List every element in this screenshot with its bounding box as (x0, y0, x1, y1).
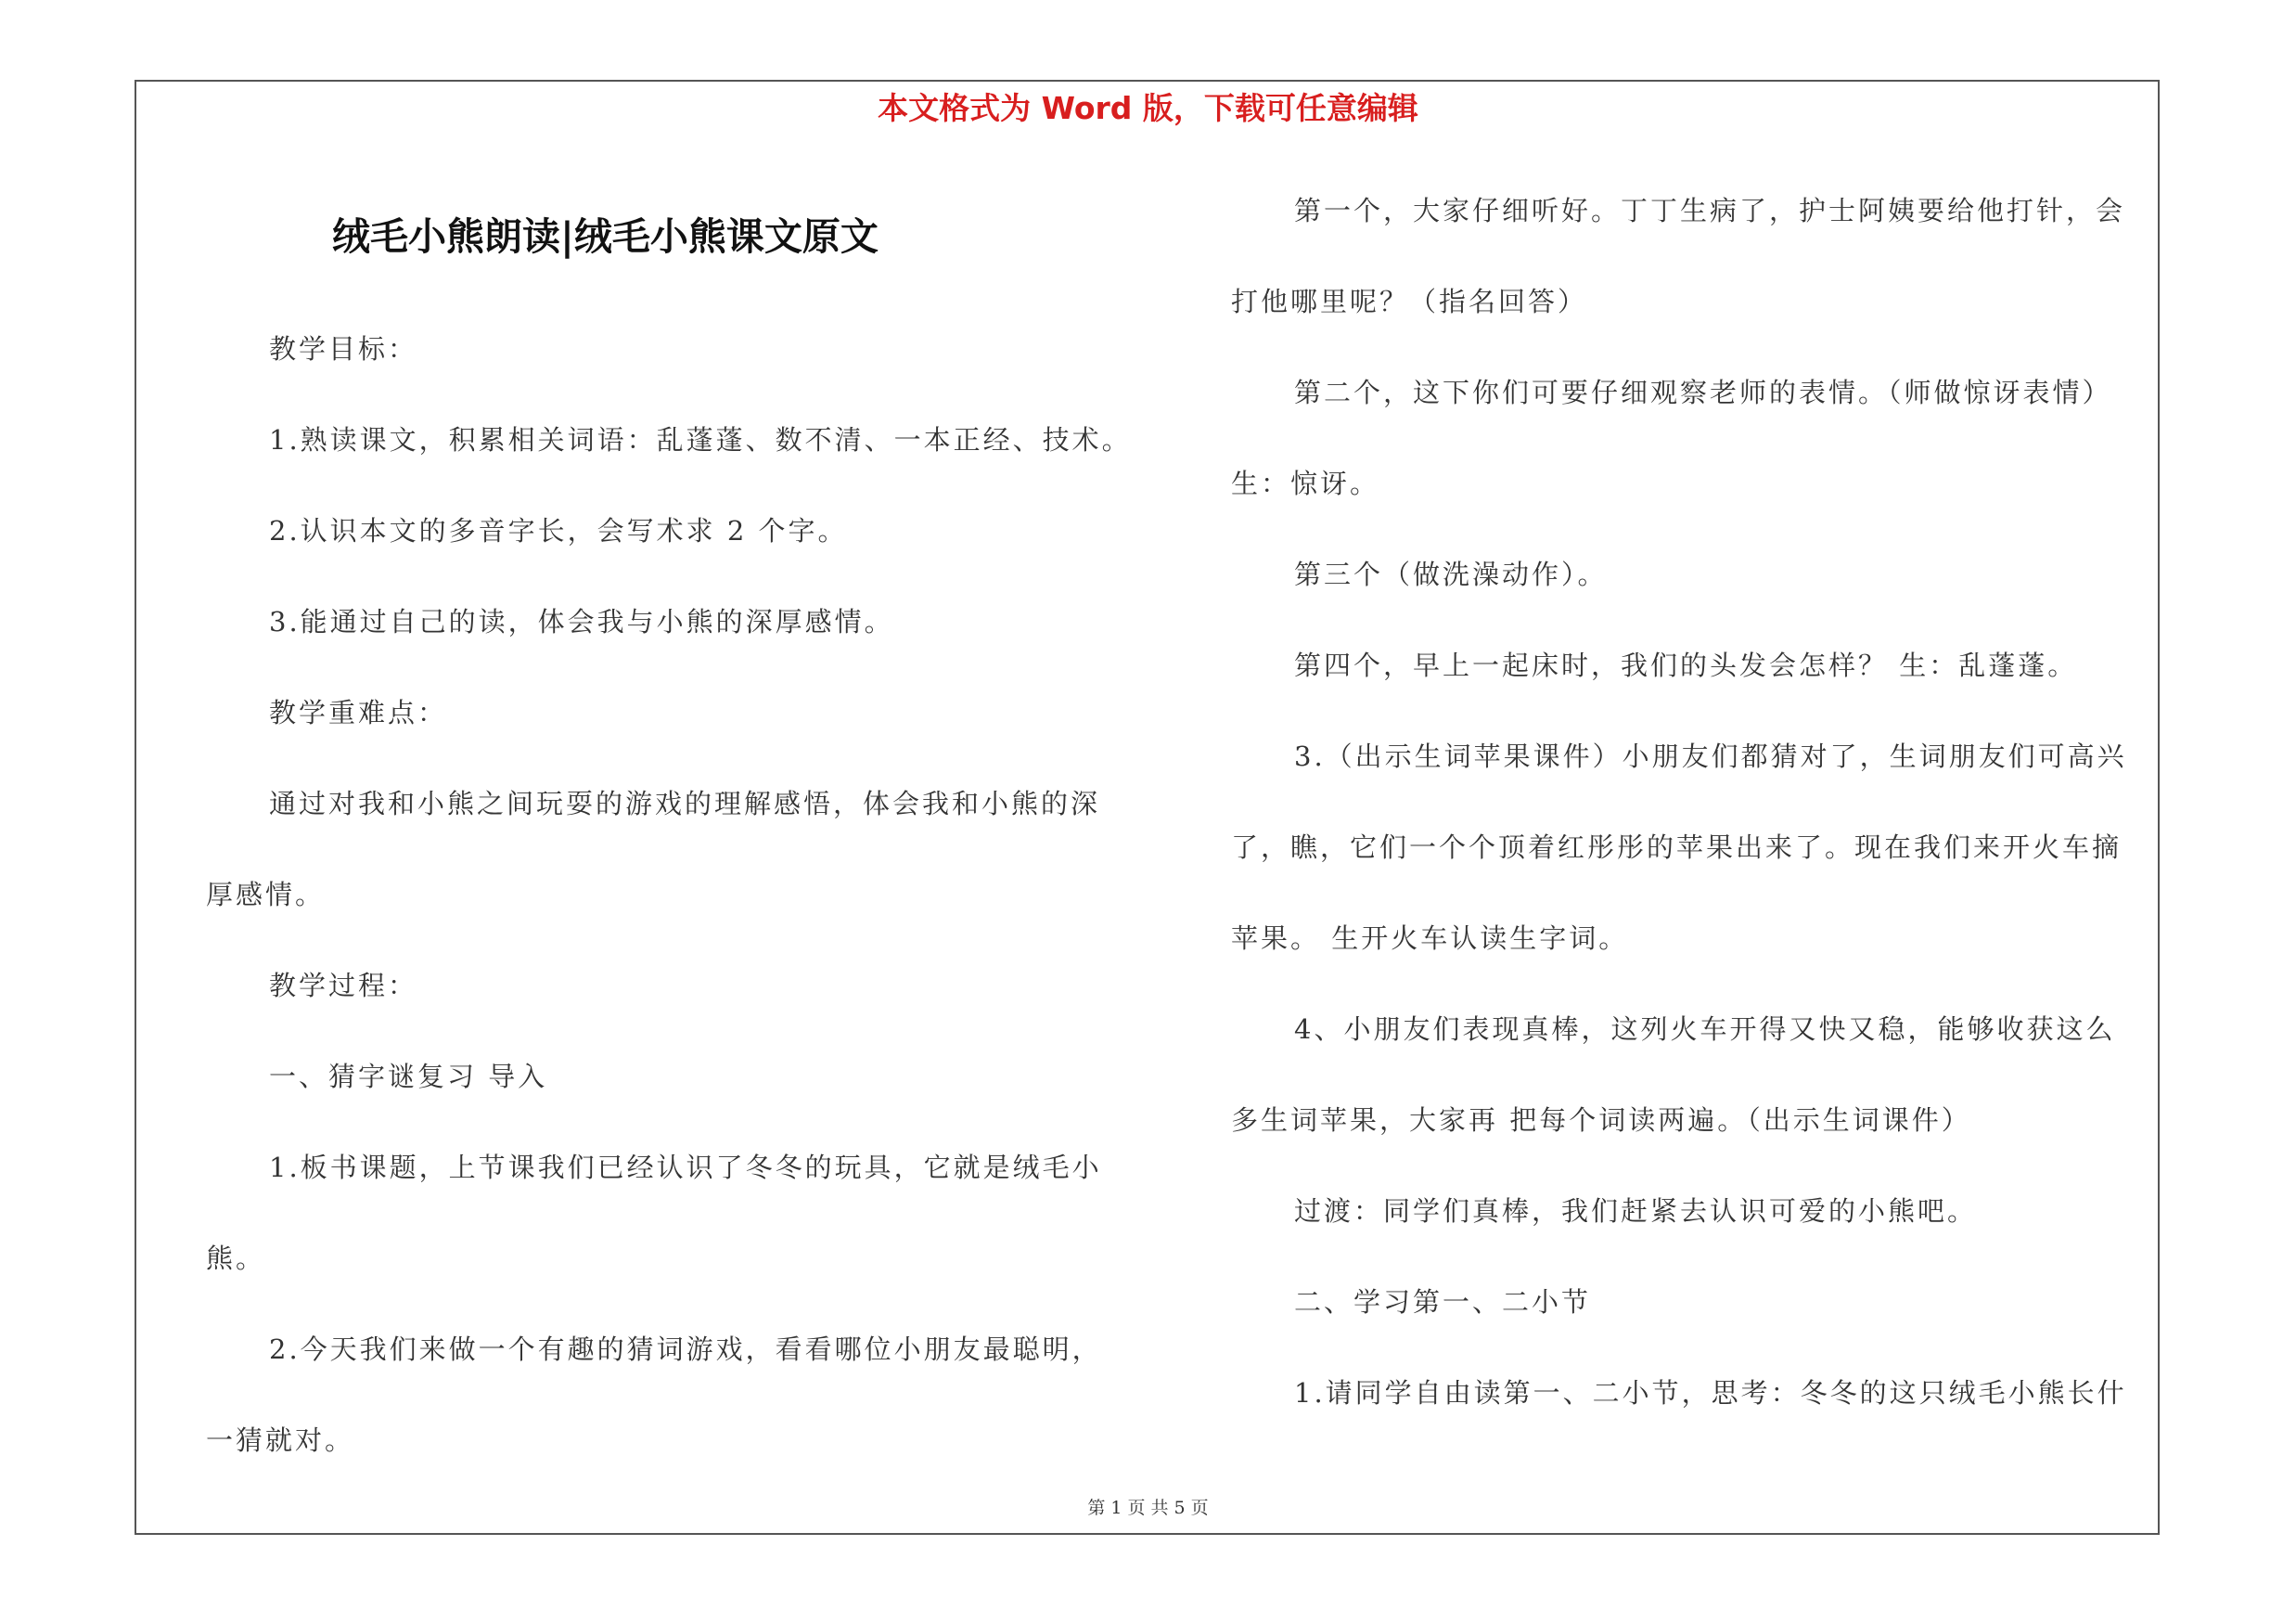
paragraph: 4、小朋友们表现真棒，这列火车开得又快又稳，能够收获这么 (1294, 1013, 2116, 1045)
paragraph-continuation: 了，瞧，它们一个个顶着红彤彤的苹果出来了。现在我们来开火车摘 (1231, 831, 2123, 863)
paragraph: 教学重难点： (269, 697, 448, 728)
paragraph: 通过对我和小熊之间玩耍的游戏的理解感悟，体会我和小熊的深 (269, 788, 1101, 819)
left-column (206, 303, 1143, 1486)
paragraph: 第三个（做洗澡动作）。 (1294, 559, 1608, 590)
paragraph: 一、猜字谜复习 导入 (269, 1061, 548, 1092)
paragraph: 2.认识本文的多音字长，会写术求 2 个字。 (269, 515, 848, 547)
paragraph-continuation: 厚感情。 (206, 879, 326, 910)
paragraph: 第二个，这下你们可要仔细观察老师的表情。（师做惊讶表情） (1294, 377, 2112, 408)
paragraph-continuation: 一猜就对。 (206, 1424, 355, 1456)
paragraph: 教学目标： (269, 333, 418, 365)
paragraph: 1.熟读课文，积累相关词语：乱蓬蓬、数不清、一本正经、技术。 (269, 424, 1132, 456)
paragraph-continuation: 多生词苹果，大家再 把每个词读两遍。（出示生词课件） (1231, 1104, 1971, 1136)
format-banner: 本文格式为 Word 版，下载可任意编辑 (878, 90, 1418, 126)
right-column (1231, 165, 2168, 1438)
paragraph: 教学过程： (269, 970, 418, 1001)
page-number: 第 1 页 共 5 页 (1087, 1498, 1209, 1518)
paragraph: 3.（出示生词苹果课件）小朋友们都猜对了，生词朋友们可高兴 (1294, 741, 2127, 772)
paragraph: 1.板书课题，上节课我们已经认识了冬冬的玩具，它就是绒毛小 (269, 1152, 1102, 1183)
paragraph: 第一个，大家仔细听好。丁丁生病了，护士阿姨要给他打针，会 (1294, 195, 2126, 226)
document-title: 绒毛小熊朗读|绒毛小熊课文原文 (332, 214, 879, 259)
paragraph: 3.能通过自己的读，体会我与小熊的深厚感情。 (269, 606, 894, 638)
paragraph: 2.今天我们来做一个有趣的猜词游戏，看看哪位小朋友最聪明， (269, 1333, 1102, 1365)
paragraph: 第四个，早上一起床时，我们的头发会怎样？ 生：乱蓬蓬。 (1294, 650, 2078, 681)
paragraph: 二、学习第一、二小节 (1294, 1286, 1592, 1318)
paragraph-continuation: 打他哪里呢？（指名回答） (1231, 286, 1588, 317)
paragraph: 过渡：同学们真棒，我们赶紧去认识可爱的小熊吧。 (1294, 1195, 1978, 1227)
paragraph-continuation: 生：惊讶。 (1231, 468, 1380, 499)
paragraph-continuation: 苹果。 生开火车认读生字词。 (1231, 922, 1629, 954)
paragraph: 1.请同学自由读第一、二小节，思考：冬冬的这只绒毛小熊长什 (1294, 1377, 2127, 1409)
paragraph-continuation: 熊。 (206, 1243, 266, 1274)
